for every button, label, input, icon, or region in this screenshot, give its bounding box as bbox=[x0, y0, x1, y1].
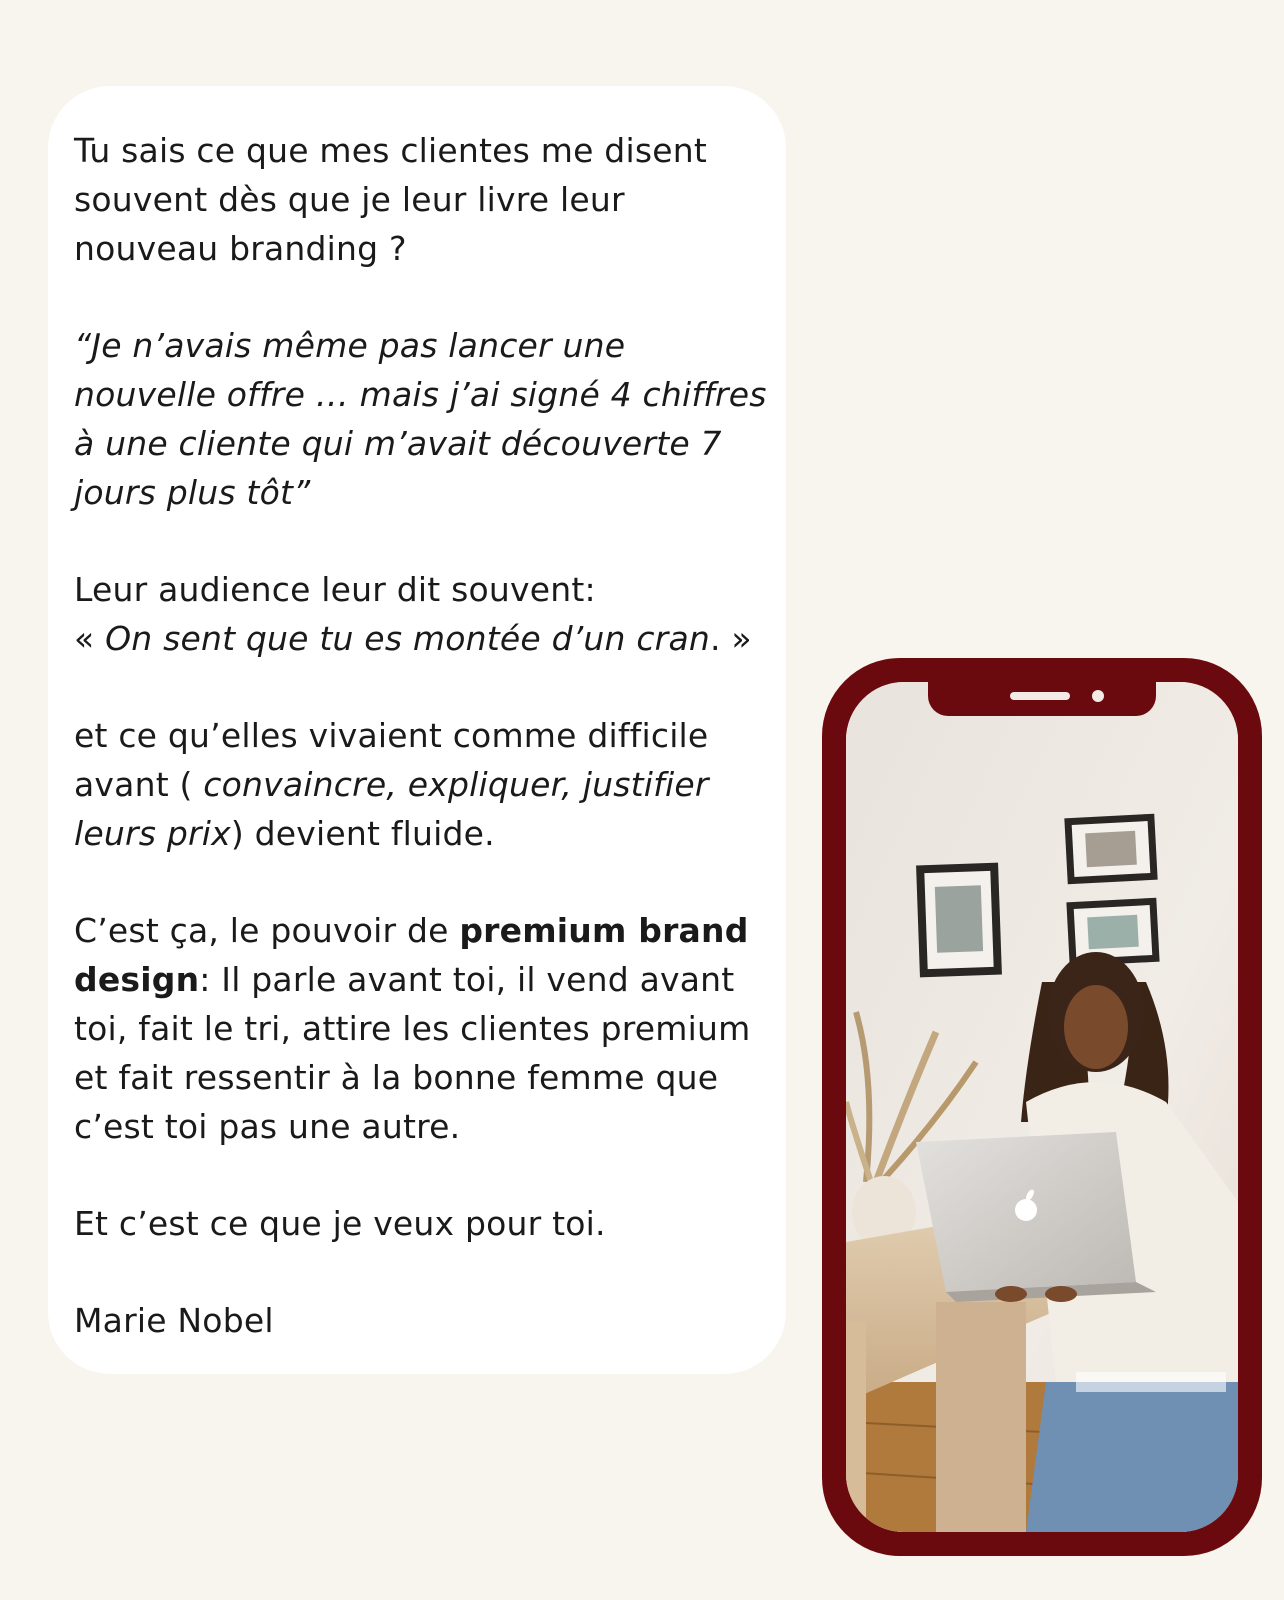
fluidity-text-b: ) devient fluide. bbox=[230, 814, 495, 853]
client-quote: “Je n’avais même pas lancer une nouvelle offre … mais j’ai signé 4 chiffres à une cliente qui m’avait découverte 7 jours plus tôt” bbox=[74, 326, 767, 512]
phone-screen bbox=[846, 682, 1238, 1532]
brand-design-bold: premium brand design bbox=[74, 911, 749, 999]
signature: Marie Nobel bbox=[74, 1301, 274, 1340]
quote-open: « bbox=[74, 619, 106, 658]
closing-line: Et c’est ce que je veux pour toi. bbox=[74, 1204, 606, 1243]
phone-mockup bbox=[822, 658, 1262, 1556]
brand-design-paragraph bbox=[74, 906, 774, 1151]
audience-intro: Leur audience leur dit souvent: bbox=[74, 570, 596, 609]
message-card bbox=[48, 86, 786, 1374]
audience-quote-line bbox=[74, 619, 752, 658]
quote-close: . » bbox=[710, 619, 752, 658]
phone-notch bbox=[928, 682, 1156, 716]
audience-paragraph bbox=[74, 565, 774, 663]
fluidity-italic: convaincre, expliquer, justifier leurs prix bbox=[74, 765, 709, 853]
wall-frame-top-right bbox=[1064, 814, 1157, 885]
speaker-icon bbox=[1010, 692, 1070, 700]
portrait-photo bbox=[846, 682, 1238, 1532]
brand-design-text-a: C’est ça, le pouvoir de bbox=[74, 911, 460, 950]
audience-quote: On sent que tu es montée d’un cran bbox=[105, 619, 710, 658]
fluidity-paragraph bbox=[74, 711, 774, 858]
camera-icon bbox=[1092, 690, 1104, 702]
fluidity-text-a: et ce qu’elles vivaient comme difficile avant ( bbox=[74, 716, 709, 804]
brand-design-text-b: : Il parle avant toi, il vend avant toi, fait le tri, attire les clientes premium et fait ressentir à la bonne femme que c’est toi pas une autre. bbox=[74, 960, 751, 1146]
wall-frame-left bbox=[916, 863, 1002, 978]
intro-paragraph: Tu sais ce que mes clientes me disent souvent dès que je leur livre leur nouveau branding ? bbox=[74, 131, 707, 268]
